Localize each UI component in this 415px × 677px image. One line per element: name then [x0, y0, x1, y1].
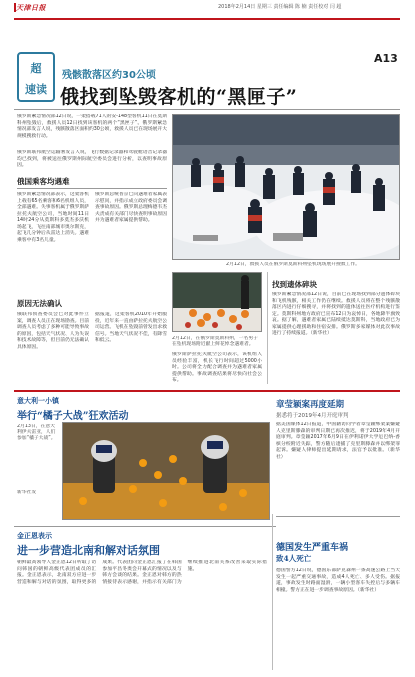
lead-intro-2: 俄罗斯联邦航空运输署发言人说，飞行数据记录器和驾驶舱语音记录器均已找到，将被送往俄罗斯州际航空委员会进行分析，以查明事故原因。 [17, 150, 167, 168]
italy-kicker: 意大利一小镇 [17, 397, 59, 405]
paper-logo: 天津日报 [16, 4, 46, 12]
rescue-photo [172, 114, 400, 260]
italy-credit: 新华社发 [17, 490, 37, 495]
page-code: A13 [374, 52, 398, 65]
lower-rule [14, 526, 276, 527]
lead-headline: 俄找到坠毁客机的“黑匣子” [60, 86, 298, 108]
flowers-photo [172, 272, 262, 332]
issue-meta: 2018年2月14日 星期三 责任编辑 陈 楠 责任校对 闫 超 [218, 4, 342, 10]
orange-battle-image [63, 423, 270, 520]
germany-rule [276, 516, 400, 517]
germany-headline: 致4人死亡 [276, 554, 312, 563]
case-subhead: 据悉将于2019年4月开庭审判 [276, 413, 349, 419]
right-story-title: 找到遗体碎块 [272, 280, 317, 289]
top-rule [14, 18, 400, 20]
subhead-cause: 原因无法确认 [17, 299, 62, 308]
kim-kicker: 金正恩表示 [17, 532, 52, 540]
header-rule [14, 109, 400, 110]
flowers-photo-caption: 2月12日，在俄罗斯莫斯科州，一名男子在坠机现场附近献上鲜花悼念遇难者。 [172, 336, 258, 347]
lead-intro: 俄罗斯紧急情况部12日说，一架搭载71人的安-148型客机11日在莫斯科州坠毁后，救援人员12日找到该客机的两个“黑匣子”。俄罗斯紧急情况部发言人说，残骸散落区面积约30公顷，救援人员已在现场展开大规模搜救行动。 [17, 114, 167, 139]
lead-kicker: 残骸散落区约30公顷 [62, 70, 156, 81]
germany-kicker: 德国发生严重车祸 [276, 543, 349, 553]
kim-text: 朝鲜最高领导人金正恩12日听取了访问韩国的朝鲜高级代表团成员的汇报。金正恩表示，北南双方应进一步营造和解与对话的氛围，取得更多的成果。代表团向金正恩汇报了在韩国参加平昌冬奥会开幕式的情况以及与韩方会谈的结果。金正恩对韩方的热情接待表示感谢，并指示有关部门为继续推进北南关系改善采取实际措施。 [17, 560, 267, 585]
germany-text: 德国警方12日说，德国东部萨克森州一条高速公路上当天发生一起严重交通事故，造成4人死亡、多人受伤。据报道，事故发生时路面湿滑，一辆小型客车失控后与多辆车相撞。警方正在进一步调查事故原因。（新华社） [276, 568, 400, 593]
column-divider-2 [272, 514, 273, 670]
cause-text-2: 据报道，这架客机2010年开始服役，近年来一直由萨拉托夫航空公司运营。飞机在坠毁前曾发出求救信号。当地天气状况不佳，有降雪和低云。 [95, 312, 167, 343]
subhead-passengers: 俄国乘客均遇难 [17, 177, 70, 186]
column-divider [267, 272, 268, 384]
orange-battle-photo [62, 422, 270, 520]
section-rule [14, 390, 400, 392]
italy-headline: 举行“橘子大战”狂欢活动 [17, 411, 129, 422]
subhead-rule [17, 188, 167, 189]
rescue-photo-image [173, 115, 400, 260]
flowers-photo-image [173, 273, 262, 332]
col3-text-2: 俄罗斯萨拉托夫航空公司表示，该机组人员经验丰富，机长飞行时间超过5000小时。公司将全力配合调查并为遇难者家属提供帮助。事故调查结果将尽快向社会公布。 [172, 352, 262, 383]
right-story-text: 俄罗斯紧急情况部12日说，目前已在现场找到部分遗体碎块和飞机残骸，相关工作仍在继续。救援人员将在整个残骸散落区内进行仔细搜寻，并将找到的遗体送往医疗机构进行鉴定。莫斯科州地方政府已宣布12日为哀悼日，各地降半旗致哀。据了解，遇难者家属已陆续抵达莫斯科，当地政府已为家属提供心理援助和住宿安排。俄罗斯多家媒体对此次事故进行了持续报道。（新华社） [272, 292, 400, 336]
case-text: 据美国媒体12日报道，中国籍访问学者章莹颖绑架案嫌疑人克里斯滕森的审判日期已再次推迟，将于2019年4月开庭审判。章莹颖2017年6月9日在伊利诺伊大学厄巴纳-香槟分校附近失踪，警方随后逮捕了克里斯滕森并以绑架罪起诉。嫌疑人律师提出延期请求，法官予以批准。（新华社） [276, 422, 400, 460]
passengers-text-2: 俄罗斯总统普京已向遇难者家属表示慰问，并指示成立政府委员会调查事故原因。俄罗斯总理梅德韦杰夫责成有关部门尽快查明事故原因并为遇难者家属提供帮助。 [95, 192, 167, 223]
section-badge [17, 52, 55, 102]
kim-headline: 进一步营造北南和解对话氛围 [17, 544, 160, 557]
rescue-photo-caption: 2月12日，救援人员在俄罗斯莫斯科州坠机现场展开搜救工作。 [226, 262, 360, 267]
badge-line-2: 速读 [25, 83, 47, 96]
cause-text: 俄联邦侦查委员会已对此事件立案，调查人员正在现场勘查。目前调查人员考虑了多种可能导致事故的原因，包括天气状况、人为失误和技术故障等，但目前仍无法确认具体原因。 [17, 312, 89, 350]
case-headline: 章莹颖案再度延期 [276, 400, 345, 410]
passengers-text: 俄罗斯紧急情况部表示，这架客机上载有65名乘客和6名机组人员，全部遇难。失事客机属于俄罗斯萨拉托夫航空公司，当地时间11日14时24分从莫斯科多莫杰多沃机场起飞，飞往南部城市奥尔斯克，起飞几分钟后从雷达上消失。遇难乘客中有3名儿童。 [17, 192, 89, 243]
italy-caption: 2月13日，在意大利伊夫雷亚，人们参加“橘子大战”。 [17, 424, 56, 441]
badge-line-1: 超 [30, 62, 42, 75]
